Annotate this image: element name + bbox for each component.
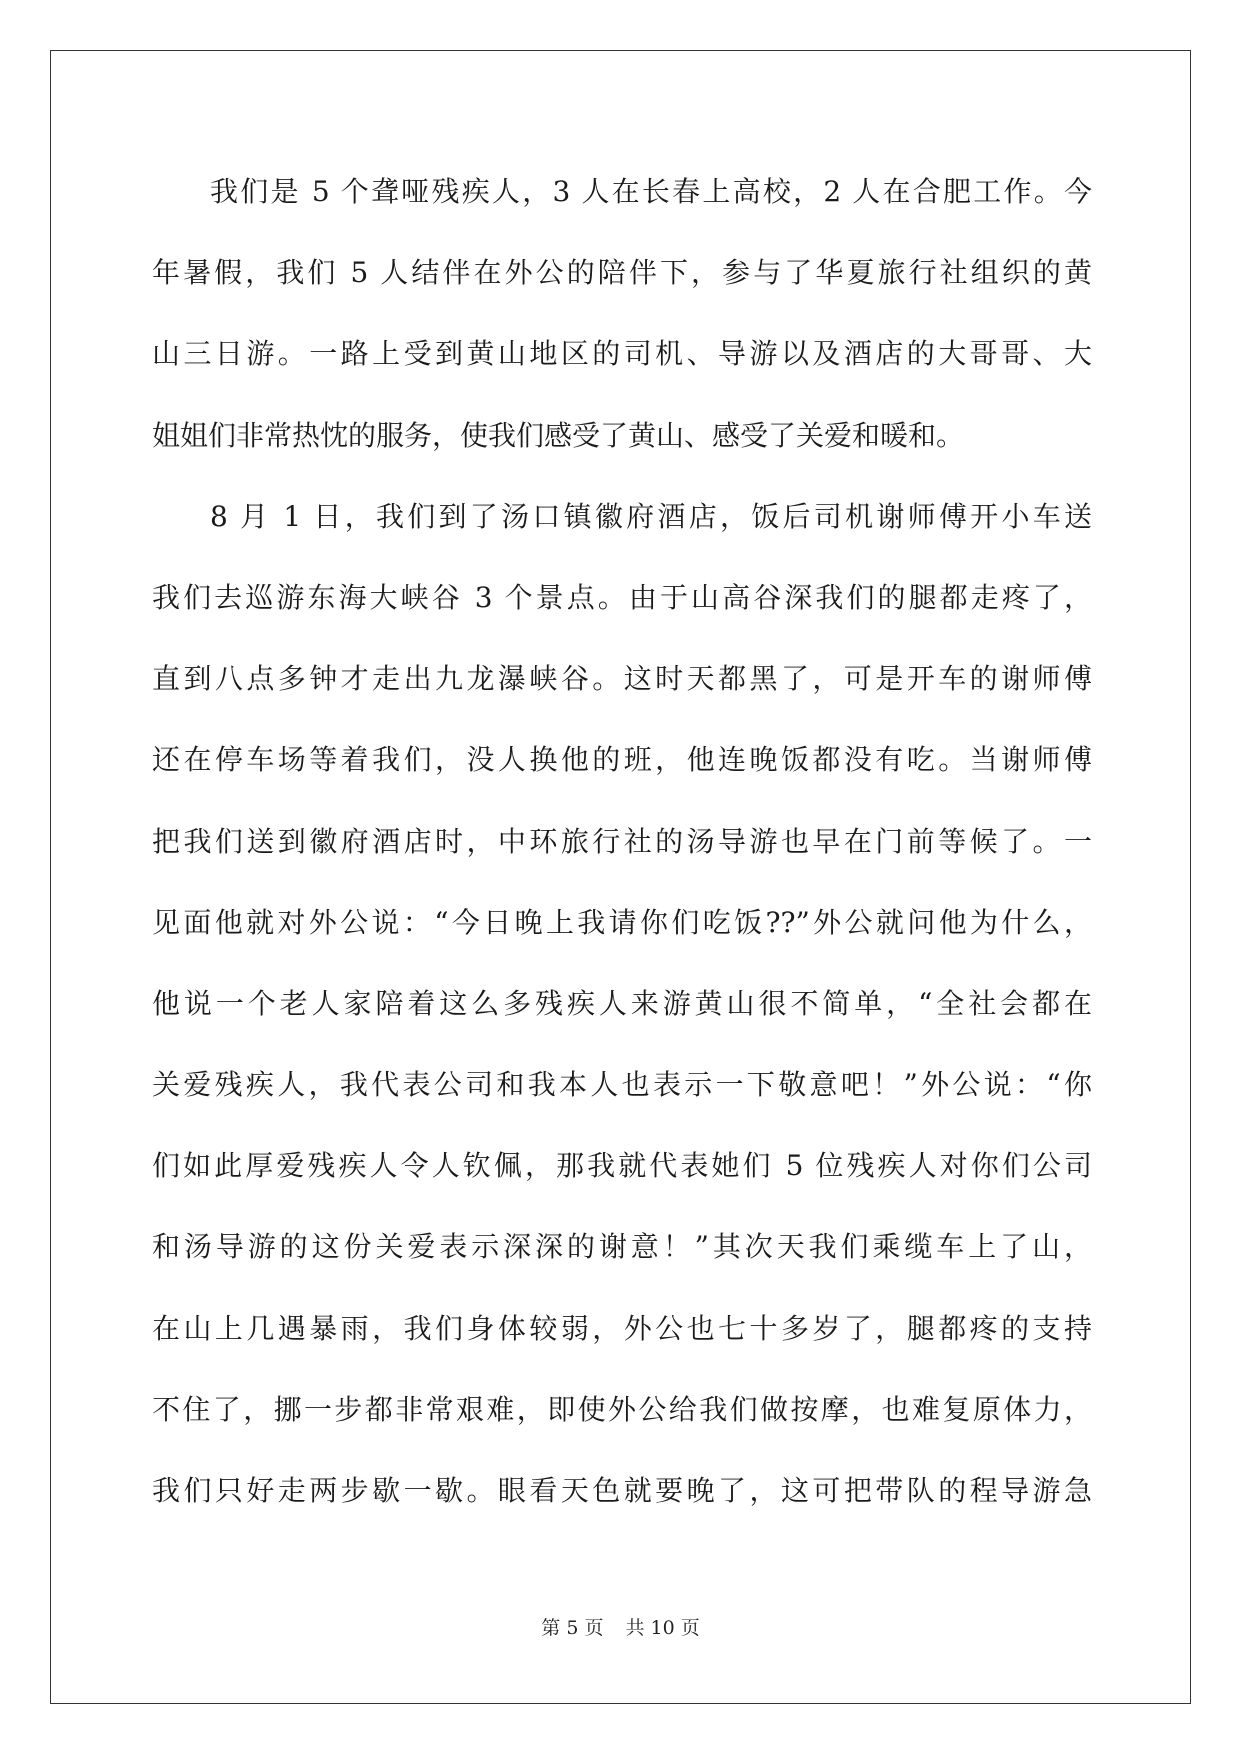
paragraph-1-line-2: 年暑假，我们 5 人结伴在外公的陪伴下，参与了华夏旅行社组织的黄	[152, 256, 1092, 290]
paragraph-2-line-13: 我们只好走两步歇一歇。眼看天色就要晚了，这可把带队的程导游急	[152, 1474, 1092, 1507]
total-pages: 共 10 页	[625, 1617, 700, 1639]
paragraph-1-line-3: 山三日游。一路上受到黄山地区的司机、导游以及酒店的大哥哥、大	[152, 337, 1092, 371]
paragraph-2-line-10: 和汤导游的这份关爱表示深深的谢意！”其次天我们乘缆车上了山，	[152, 1230, 1092, 1264]
paragraph-2-line-3: 直到八点多钟才走出九龙瀑峡谷。这时天都黑了，可是开车的谢师傅	[152, 662, 1092, 696]
page-number: 第 5 页	[541, 1617, 604, 1639]
paragraph-2-line-2: 我们去巡游东海大峡谷 3 个景点。由于山高谷深我们的腿都走疼了，	[152, 580, 1092, 614]
paragraph-1-line-4: 姐姐们非常热忱的服务，使我们感受了黄山、感受了关爱和暖和。	[152, 418, 965, 452]
paragraph-2-line-4: 还在停车场等着我们，没人换他的班，他连晚饭都没有吃。当谢师傅	[152, 743, 1092, 777]
paragraph-2-line-6: 见面他就对外公说：“今日晚上我请你们吃饭??”外公就问他为什么，	[152, 905, 1092, 939]
paragraph-2-line-7: 他说一个老人家陪着这么多残疾人来游黄山很不简单，“全社会都在	[152, 986, 1092, 1020]
paragraph-2-line-8: 关爱残疾人，我代表公司和我本人也表示一下敬意吧！”外公说：“你	[152, 1068, 1092, 1102]
paragraph-2-line-11: 在山上几遇暴雨，我们身体较弱，外公也七十多岁了，腿都疼的支持	[152, 1311, 1092, 1345]
paragraph-2-line-9: 们如此厚爱残疾人令人钦佩，那我就代表她们 5 位残疾人对你们公司	[152, 1149, 1092, 1183]
document-body	[152, 162, 1092, 1542]
paragraph-2-line-1: 8 月 1 日，我们到了汤口镇徽府酒店，饭后司机谢师傅开小车送	[210, 499, 1092, 533]
paragraph-2-line-12: 不住了，挪一步都非常艰难，即使外公给我们做按摩，也难复原体力，	[152, 1392, 1092, 1426]
paragraph-2-line-5: 把我们送到徽府酒店时，中环旅行社的汤导游也早在门前等候了。一	[152, 824, 1092, 858]
paragraph-1-line-1: 我们是 5 个聋哑残疾人，3 人在长春上高校，2 人在合肥工作。今	[210, 175, 1092, 208]
page-footer	[0, 1616, 1241, 1640]
